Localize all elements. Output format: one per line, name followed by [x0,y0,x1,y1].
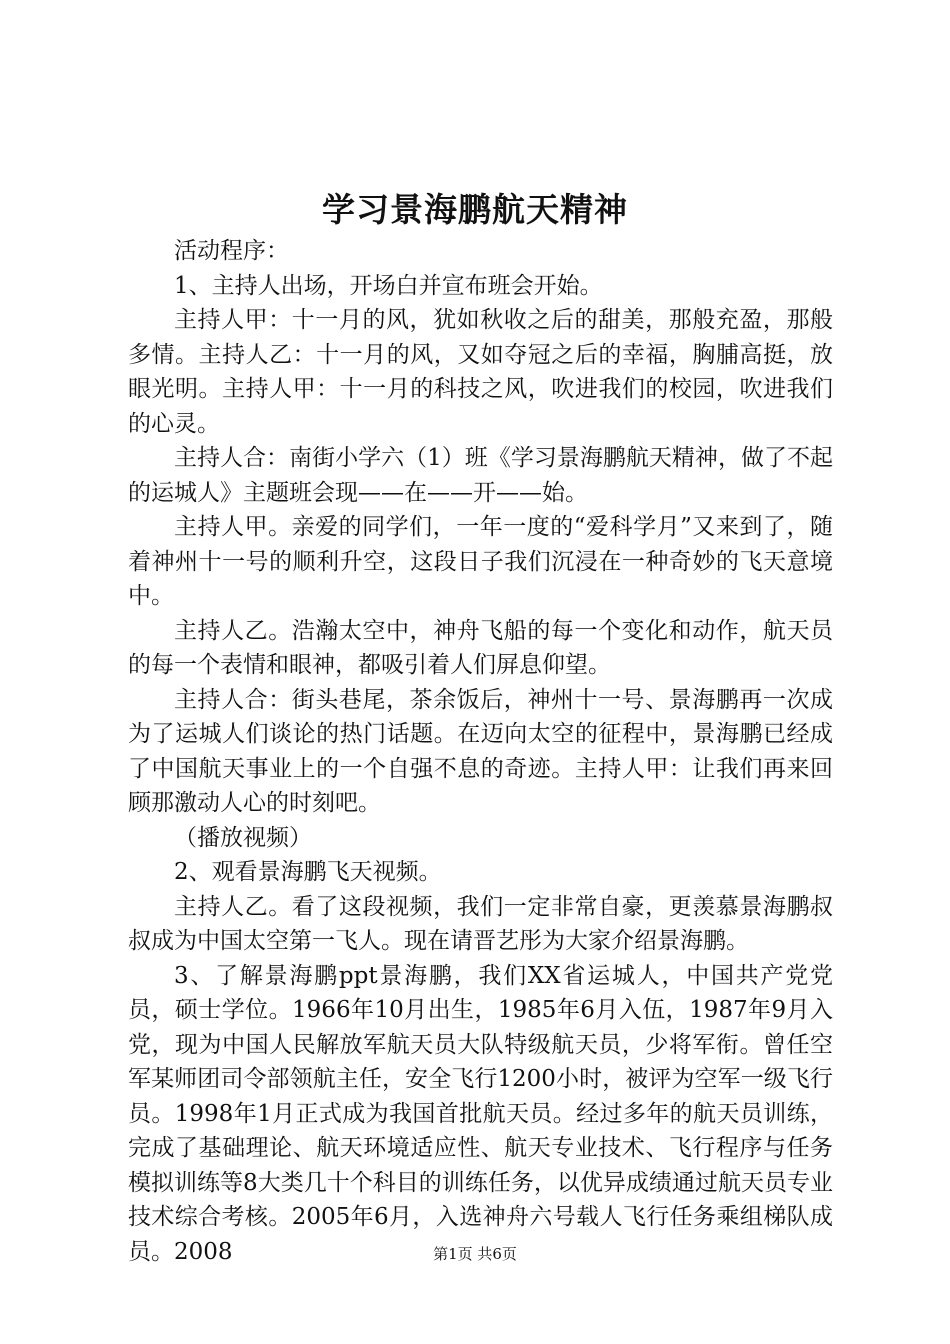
paragraph-host-a-opening: 主持人甲：十一月的风，犹如秋收之后的甜美，那般充盈，那般多情。主持人乙：十一月的风，又如夺冠之后的幸福，胸脯高挺，放眼光明。主持人甲：十一月的科技之风，吹进我们的校园，吹进我们的心灵。 [128,307,833,437]
paragraph-host-a-science-month: 主持人甲。亲爱的同学们，一年一度的“爱科学月”又来到了，随着神州十一号的顺利升空，这段日子我们沉浸在一种奇妙的飞天意境中。 [128,514,833,609]
paragraph-step-3-biography: 3、了解景海鹏ppt景海鹏，我们XX省运城人，中国共产党党员，硕士学位。1966年10月出生，1985年6月入伍，1987年9月入党，现为中国人民解放军航天员大队特级航天员，少将军衔。曾任空军某师团司令部领航主任，安全飞行1200小时，被评为空军一级飞行员。1998年1月正式成为我国首批航天员。经过多年的航天员训练，完成了基础理论、航天环境适应性、航天专业技术、飞行程序与任务模拟训练等8大类几十个科目的训练任务，以优异成绩通过航天员专业技术综合考核。2005年6月，入选神舟六号载人飞行任务乘组梯队成员。2008 [128,962,833,1265]
page-number-footer: 第1页 共6页 [433,1245,517,1263]
document-body [128,234,833,1269]
paragraph-host-b-proud: 主持人乙。看了这段视频，我们一定非常自豪，更羡慕景海鹏叔叔成为中国太空第一飞人。现在请晋艺彤为大家介绍景海鹏。 [128,893,833,954]
paragraph-step-2: 2、观看景海鹏飞天视频。 [174,859,442,885]
paragraph-step-1: 1、主持人出场，开场白并宣布班会开始。 [174,272,603,299]
paragraph-hosts-together-2: 主持人合：街头巷尾，茶余饭后，神州十一号、景海鹏再一次成为了运城人们谈论的热门话题。在迈向太空的征程中，景海鹏已经成了中国航天事业上的一个自强不息的奇迹。主持人甲：让我们再来回顾那激动人心的时刻吧。 [128,686,833,816]
paragraph-hosts-together-1: 主持人合：南街小学六（1）班《学习景海鹏航天精神，做了不起的运城人》主题班会现——在——开——始。 [128,445,833,506]
paragraph-play-video: （播放视频） [174,824,312,851]
document-title: 学习景海鹏航天精神 [322,190,628,229]
paragraph-activity-program: 活动程序： [174,238,289,264]
paragraph-host-b-space: 主持人乙。浩瀚太空中，神舟飞船的每一个变化和动作，航天员的每一个表情和眼神，都吸引着人们屏息仰望。 [128,617,833,678]
